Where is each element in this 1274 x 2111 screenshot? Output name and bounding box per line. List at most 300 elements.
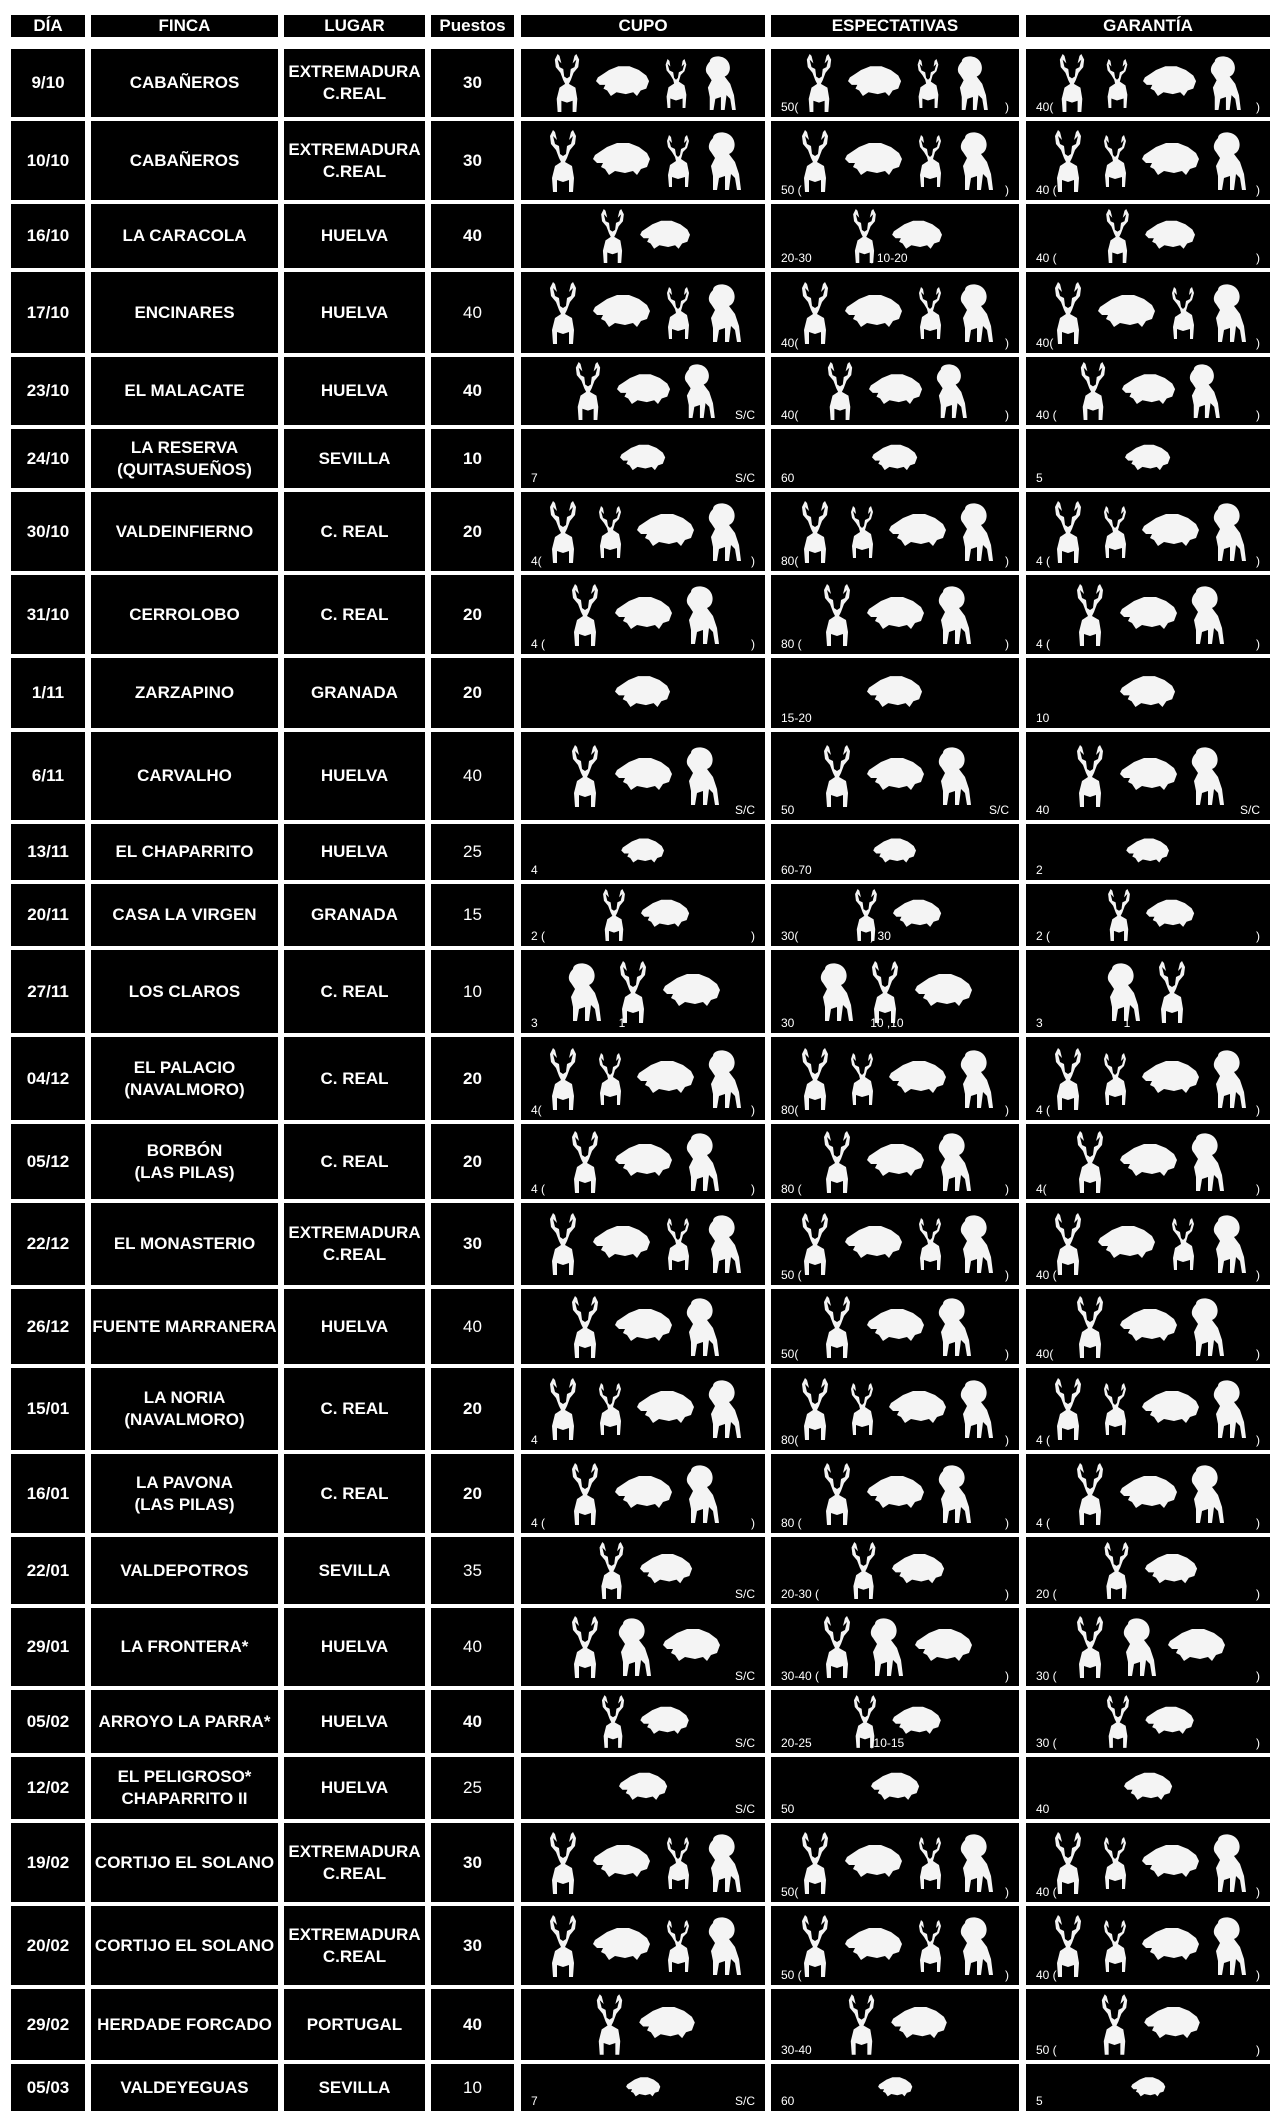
espectativas-cell [771,1906,1019,1985]
deer-icon [1100,209,1135,263]
finca-cell [91,121,278,200]
puestos-value: 35 [463,1560,482,1580]
finca-cell [91,272,278,353]
animal-icons [771,1906,1019,1985]
day-cell-text: 05/02 [26,1711,70,1731]
finca-cell [91,2064,278,2111]
quantity-note-start: 3 [1036,1016,1043,1030]
garantia-cell [1026,1690,1270,1753]
quantity-note-end: ) [1256,1268,1260,1282]
lugar-cell [284,1203,425,1285]
garantia-cell [1026,1454,1270,1533]
boar-icon [871,1771,920,1805]
lugar-cell [284,950,425,1033]
espectativas-cell [771,2064,1019,2111]
quantity-note-start: 80( [781,1433,799,1447]
boar-icon [593,1843,651,1883]
quantity-note-end: ) [1005,408,1009,422]
puestos-value: 20 [463,1151,482,1171]
deer-icon [565,1131,605,1193]
puestos-value: 40 [463,302,482,322]
deer-icon [817,745,857,807]
deer-icon [543,1213,583,1275]
lugar-cell [284,1989,425,2060]
quantity-note-start: 40 ( [1036,408,1057,422]
animal-icons [1026,1203,1270,1285]
deer-icon [548,54,586,112]
finca-cell-text: CASA LA VIRGEN [112,905,257,924]
lugar-cell [284,658,425,728]
animal-icons [521,1537,765,1604]
puestos-cell [431,1289,514,1364]
quantity-note-start: 60 [781,2094,795,2108]
puestos-value: 30 [463,1852,482,1872]
boar-icon [620,443,666,475]
puestos-cell [431,1690,514,1753]
mouflon-icon [683,586,721,644]
animal-icons [521,1368,765,1450]
mouflon-icon [1188,1133,1226,1191]
boar-icon [637,1059,695,1099]
fallow-deer-icon [912,59,944,108]
puestos-value: 40 [463,1711,482,1731]
deer-icon [565,584,605,646]
boar-icon [873,837,917,867]
quantity-note-end: ) [1256,1433,1260,1447]
mouflon-icon [1120,1618,1158,1676]
finca-cell-text: ENCINARES [134,302,235,322]
lugar-cell [284,1823,425,1902]
boar-icon [1120,1142,1178,1182]
animal-icons [1026,884,1270,946]
mouflon-icon [957,1380,995,1438]
espectativas-cell [771,1690,1019,1753]
mouflon-icon [705,1050,743,1108]
deer-icon [543,282,583,344]
day-cell [11,1124,85,1199]
finca-cell [91,357,278,425]
boar-icon [892,1705,942,1739]
finca-cell-text: EL PALACIO (NAVALMORO) [124,1057,245,1099]
boar-icon [593,293,651,333]
finca-cell [91,824,278,880]
deer-icon [1095,1994,1134,2055]
puestos-value: 40 [463,1316,482,1336]
quantity-note-start: 40( [1036,100,1054,114]
lugar-cell [284,1690,425,1753]
puestos-value: 40 [463,381,482,400]
animal-icons [1026,492,1270,571]
lugar-cell [284,1124,425,1199]
puestos-value: 20 [463,604,482,624]
quantity-note-start: 80 ( [781,1182,802,1196]
mouflon-icon [1210,284,1248,342]
day-cell [11,1289,85,1364]
puestos-cell [431,1757,514,1819]
animal-icons [771,1203,1019,1285]
quantity-note-end: ) [1256,1103,1260,1117]
fallow-deer-icon [1166,287,1200,339]
cupo-cell [521,492,765,571]
puestos-value: 15 [463,905,482,924]
boar-icon [615,595,673,635]
lugar-cell [284,49,425,117]
quantity-note-end: ) [1256,1587,1260,1601]
deer-icon [795,1378,835,1440]
garantia-cell [1026,429,1270,488]
quantity-note-end: S/C [734,803,755,817]
day-cell [11,1368,85,1450]
quantity-note-end: ) [751,1103,755,1117]
deer-icon [1152,961,1192,1023]
mouflon-icon [1188,586,1226,644]
animal-icons [521,658,765,728]
quantity-note-start: 80 ( [781,637,802,651]
day-cell-text: 30/10 [26,521,70,541]
mouflon-icon [565,963,603,1021]
deer-icon [543,1048,583,1110]
animal-icons [1026,732,1270,820]
quantity-note-start: 50 ( [781,1268,802,1282]
quantity-note-start: 30 ( [1036,1669,1057,1683]
lugar-cell-text: HUELVA [320,302,389,322]
lugar-cell [284,121,425,200]
animal-icons [1026,1906,1270,1985]
mouflon-icon [867,1618,905,1676]
deer-icon [565,1616,605,1678]
boar-icon [1168,1627,1226,1667]
puestos-cell [431,49,514,117]
day-cell [11,1690,85,1753]
garantia-cell [1026,1037,1270,1120]
finca-cell-text: EL MONASTERIO [113,1234,256,1253]
fallow-deer-icon [593,1383,627,1435]
finca-cell [91,1608,278,1686]
deer-icon [1101,1695,1135,1748]
boar-icon [1120,756,1178,796]
boar-icon [878,2076,913,2100]
finca-cell [91,1454,278,1533]
animal-icons [1026,49,1270,117]
quantity-note-end: ) [1005,1268,1009,1282]
cupo-cell [521,884,765,946]
quantity-note-start: 2 [1036,863,1043,877]
animal-icons [1026,824,1270,880]
animal-icons [1026,575,1270,654]
boar-icon [1144,2005,1201,2044]
cupo-cell [521,1537,765,1604]
finca-cell-text: VALDEPOTROS [120,1560,249,1580]
puestos-value: 40 [463,766,482,785]
mouflon-icon [1210,1215,1248,1273]
finca-cell-text: FUENTE MARRANERA [92,1316,277,1336]
quantity-note-start: 20 ( [1036,1587,1057,1601]
day-cell [11,1037,85,1120]
boar-icon [663,972,721,1012]
boar-icon [1098,293,1156,333]
day-cell [11,575,85,654]
fallow-deer-icon [661,1218,695,1270]
quantity-note-start: 4( [1036,1182,1047,1196]
day-cell [11,1608,85,1686]
animal-icons [771,1289,1019,1364]
quantity-note-end: S/C [734,1669,755,1683]
cupo-cell [521,1608,765,1686]
finca-cell-text: CORTIJO EL SOLANO [94,1852,275,1872]
deer-icon [1070,745,1110,807]
boar-icon [1142,1389,1200,1429]
quantity-note-end: ) [751,1516,755,1530]
boar-icon [1142,1843,1200,1883]
puestos-value: 25 [463,1778,482,1797]
espectativas-cell [771,1203,1019,1285]
espectativas-cell [771,429,1019,488]
quantity-note-start: 50 ( [1036,2043,1057,2057]
garantia-cell [1026,1906,1270,1985]
day-cell [11,950,85,1033]
animal-icons [1026,2064,1270,2111]
boar-icon [869,372,923,410]
deer-icon [817,1131,857,1193]
day-cell-text: 20/11 [27,905,69,924]
puestos-cell [431,1989,514,2060]
lugar-cell-text: C. REAL [320,1483,389,1503]
puestos-value: 40 [463,2014,482,2034]
mouflon-icon [1210,1834,1248,1892]
cupo-cell [521,950,765,1033]
puestos-cell [431,658,514,728]
boar-icon [1131,2076,1166,2100]
lugar-cell-text: HUELVA [320,1316,389,1336]
animal-icons [521,1289,765,1364]
finca-cell [91,658,278,728]
cupo-cell [521,1757,765,1819]
quantity-note-start: 5 [1036,471,1043,485]
deer-icon [565,1296,605,1358]
garantia-cell [1026,2064,1270,2111]
mouflon-icon [957,1834,995,1892]
quantity-note-start: 20-30 [781,251,812,265]
finca-cell-text: ZARZAPINO [134,683,235,702]
mouflon-icon [935,586,973,644]
boar-icon [867,1474,925,1514]
lugar-cell-text: C. REAL [320,1151,389,1171]
boar-icon [1146,898,1195,932]
boar-icon [640,1552,693,1589]
animal-icons [521,272,765,353]
quantity-note-start: 4 ( [1036,1103,1051,1117]
animal-icons [771,1757,1019,1819]
finca-cell-text: LA FRONTERA* [120,1637,249,1656]
quantity-note-end: S/C [1239,803,1260,817]
finca-cell-text: CERROLOBO [129,604,240,624]
animal-icons [1026,272,1270,353]
espectativas-cell [771,1823,1019,1902]
boar-icon [867,1307,925,1347]
finca-cell-text: LA CARACOLA [122,226,247,245]
finca-cell-text: LA RESERVA (QUITASUEÑOS) [117,437,252,479]
header-garantia: GARANTÍA [1026,15,1270,37]
finca-cell-text: LA NORIA (NAVALMORO) [124,1388,245,1429]
lugar-cell [284,2064,425,2111]
puestos-cell [431,1906,514,1985]
finca-cell-text: EL MALACATE [124,381,245,400]
mouflon-icon [705,1834,743,1892]
day-cell-text: 16/10 [26,226,70,245]
deer-icon [800,54,838,112]
puestos-value: 40 [463,226,482,245]
boar-icon [639,2005,696,2044]
quantity-note-start: 80( [781,1103,799,1117]
day-cell-text: 05/03 [26,2077,70,2097]
deer-icon [590,1994,629,2055]
deer-icon [845,1542,882,1599]
deer-icon [565,745,605,807]
day-cell [11,1823,85,1902]
espectativas-cell [771,1608,1019,1686]
lugar-cell-text: HUELVA [320,842,389,861]
garantia-cell [1026,49,1270,117]
cupo-cell [521,1989,765,2060]
day-cell-text: 23/10 [26,381,70,400]
garantia-cell [1026,1124,1270,1199]
garantia-cell [1026,121,1270,200]
fallow-deer-icon [845,1053,879,1105]
boar-icon [1122,372,1176,410]
boar-icon [640,219,691,254]
deer-icon [821,362,859,420]
quantity-note-end: S/C [734,471,755,485]
quantity-note-end: ) [1005,554,1009,568]
animal-icons [1026,121,1270,200]
quantity-note-start: 30( [781,929,799,943]
day-cell [11,1757,85,1819]
day-cell-text: 31/10 [26,604,70,624]
lugar-cell-text: SEVILLA [318,2077,391,2097]
lugar-cell [284,1454,425,1533]
animal-icons [771,49,1019,117]
day-cell-text: 29/02 [26,2014,70,2034]
boar-icon [1120,1474,1178,1514]
quantity-note-start: 40 ( [1036,1885,1057,1899]
quantity-note-middle: 1 [1123,1016,1131,1030]
mouflon-icon [705,132,743,190]
header-lugar: LUGAR [284,15,425,37]
quantity-note-end: S/C [734,1802,755,1816]
mouflon-icon [683,747,721,805]
header-finca: FINCA [91,15,278,37]
quantity-note-end: ) [1256,1347,1260,1361]
fallow-deer-icon [845,506,879,558]
day-cell-text: 9/10 [31,73,65,92]
finca-cell-text: CORTIJO EL SOLANO [94,1935,275,1955]
quantity-note-start: 40 ( [1036,1268,1057,1282]
animal-icons [521,204,765,268]
boar-icon [640,1705,690,1739]
header-puestos: Puestos [431,15,514,37]
animal-icons [521,1989,765,2060]
day-cell-text: 22/12 [26,1234,70,1253]
finca-cell-text: EL CHAPARRITO [115,842,254,861]
espectativas-cell [771,1537,1019,1604]
puestos-cell [431,575,514,654]
finca-cell-text: VALDEINFIERNO [115,521,254,541]
lugar-cell-text: PORTUGAL [306,2014,403,2034]
quantity-note-start: 50( [781,1885,799,1899]
garantia-cell [1026,357,1270,425]
cupo-cell [521,272,765,353]
mouflon-icon [1210,1917,1248,1975]
animal-icons [521,1906,765,1985]
mouflon-icon [1210,503,1248,561]
fallow-deer-icon [661,1920,695,1972]
espectativas-cell [771,272,1019,353]
quantity-note-start: 4 [531,1433,538,1447]
mouflon-icon [705,1215,743,1273]
quantity-note-end: ) [1005,637,1009,651]
boar-icon [615,1474,673,1514]
boar-icon [615,1307,673,1347]
animal-icons [771,1368,1019,1450]
mouflon-icon [702,56,738,110]
deer-icon [543,501,583,563]
finca-cell [91,1203,278,1285]
boar-icon [867,1142,925,1182]
quantity-note-end: ) [1256,100,1260,114]
deer-icon [1048,1048,1088,1110]
lugar-cell-text: HUELVA [320,1778,389,1797]
animal-icons [1026,1690,1270,1753]
quantity-note-end: ) [1256,1736,1260,1750]
deer-icon [817,1463,857,1525]
cupo-cell [521,357,765,425]
fallow-deer-icon [1098,135,1132,187]
puestos-cell [431,824,514,880]
puestos-cell [431,357,514,425]
finca-cell [91,1757,278,1819]
mouflon-icon [957,132,995,190]
lugar-cell [284,884,425,946]
day-cell [11,121,85,200]
puestos-cell [431,884,514,946]
boar-icon [1142,1926,1200,1966]
boar-icon [615,756,673,796]
deer-icon [1102,889,1136,941]
day-cell-text: 29/01 [26,1637,70,1656]
animal-icons [521,429,765,488]
animal-icons [1026,357,1270,425]
mouflon-icon [681,364,717,418]
boar-icon [889,1389,947,1429]
animal-icons [521,1203,765,1285]
mouflon-icon [705,1380,743,1438]
animal-icons [1026,1823,1270,1902]
quantity-note-start: 4 [531,863,538,877]
day-cell-text: 10/10 [26,150,70,170]
finca-cell [91,1368,278,1450]
deer-icon [865,961,905,1023]
fallow-deer-icon [593,1053,627,1105]
mouflon-icon [1186,364,1222,418]
boar-icon [615,674,671,713]
garantia-cell [1026,884,1270,946]
quantity-note-start: 2 ( [531,929,546,943]
quantity-note-end: ) [1005,1669,1009,1683]
boar-icon [845,1926,903,1966]
quantity-note-start: 50 [781,1802,795,1816]
quantity-note-start: 60-70 [781,863,812,877]
day-cell [11,732,85,820]
